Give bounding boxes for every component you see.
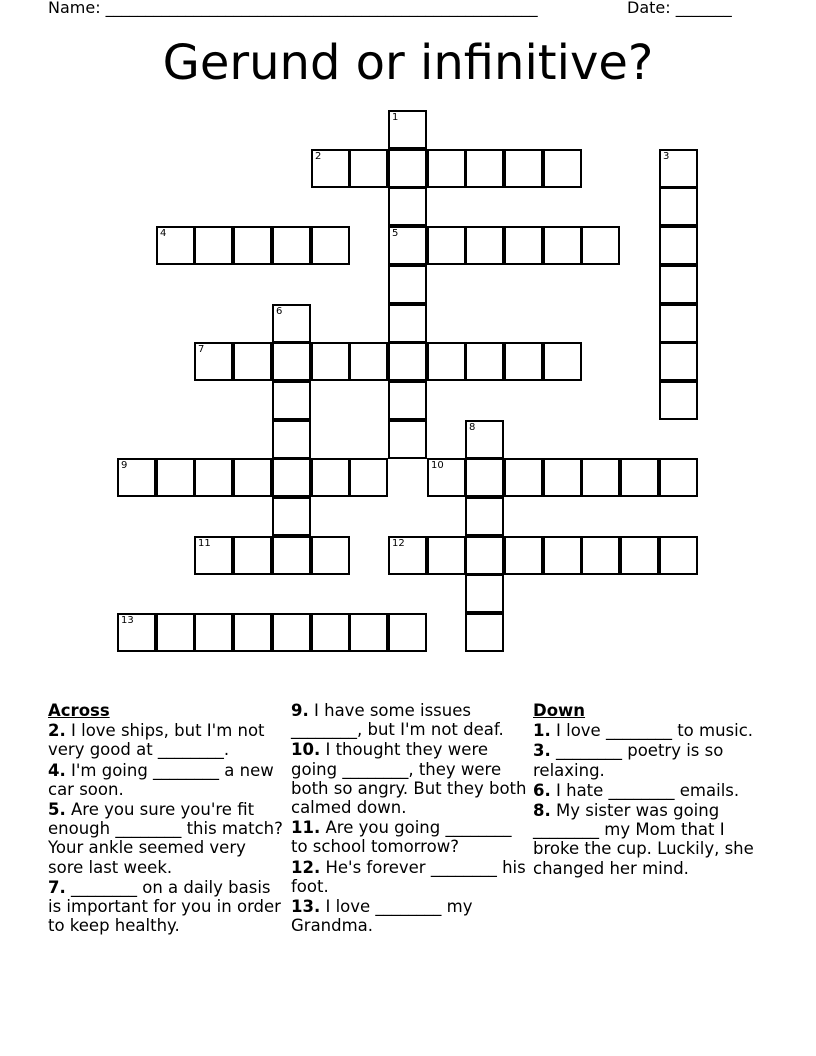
grid-cell[interactable]	[581, 458, 620, 497]
grid-cell[interactable]	[427, 458, 466, 497]
clue-across-4: 4. I'm going ________ a new car soon.	[48, 760, 274, 799]
clue-across-11: 11. Are you going ________ to school tomorrow?	[291, 818, 512, 857]
grid-cell[interactable]	[388, 381, 427, 420]
clue-number: 11	[198, 538, 211, 549]
grid-cell[interactable]	[156, 458, 195, 497]
clue-number: 12	[392, 538, 405, 549]
grid-cell[interactable]	[581, 536, 620, 575]
grid-cell[interactable]	[388, 149, 427, 188]
grid-cell[interactable]	[427, 342, 466, 381]
grid-cell[interactable]	[194, 342, 233, 381]
grid-cell[interactable]	[388, 226, 427, 265]
grid-cell[interactable]	[659, 342, 698, 381]
grid-cell[interactable]	[272, 497, 311, 536]
grid-cell[interactable]	[349, 613, 388, 652]
grid-cell[interactable]	[388, 536, 427, 575]
grid-cell[interactable]	[311, 536, 350, 575]
clue-number: 13	[121, 615, 134, 626]
grid-cell[interactable]	[465, 536, 504, 575]
grid-cell[interactable]	[543, 149, 582, 188]
grid-cell[interactable]	[543, 342, 582, 381]
grid-cell[interactable]	[659, 265, 698, 304]
grid-cell[interactable]	[272, 458, 311, 497]
clue-across-12: 12. He's forever ________ his foot.	[291, 857, 526, 896]
grid-cell[interactable]	[388, 187, 427, 226]
grid-cell[interactable]	[659, 458, 698, 497]
grid-cell[interactable]	[311, 226, 350, 265]
grid-cell[interactable]	[117, 458, 156, 497]
clue-number: 7	[198, 344, 205, 355]
grid-cell[interactable]	[427, 226, 466, 265]
clue-number: 9	[121, 460, 128, 471]
clue-number: 6	[276, 306, 283, 317]
grid-cell[interactable]	[194, 226, 233, 265]
grid-cell[interactable]	[272, 420, 311, 459]
grid-cell[interactable]	[311, 613, 350, 652]
grid-cell[interactable]	[504, 226, 543, 265]
grid-cell[interactable]	[311, 458, 350, 497]
grid-cell[interactable]	[465, 613, 504, 652]
name-field[interactable]: Name: ______________________________________________________	[48, 0, 538, 17]
grid-cell[interactable]	[233, 458, 272, 497]
grid-cell[interactable]	[465, 342, 504, 381]
clue-number: 3	[663, 151, 670, 162]
across-clues-column-1	[48, 701, 284, 936]
grid-cell[interactable]	[156, 226, 195, 265]
grid-cell[interactable]	[465, 420, 504, 459]
grid-cell[interactable]	[659, 381, 698, 420]
grid-cell[interactable]	[388, 110, 427, 149]
clue-number: 5	[392, 228, 399, 239]
grid-cell[interactable]	[543, 458, 582, 497]
grid-cell[interactable]	[388, 265, 427, 304]
clue-across-13: 13. I love ________ my Grandma.	[291, 897, 473, 936]
grid-cell[interactable]	[388, 304, 427, 343]
clue-across-10: 10. I thought they were going ________, they were both so angry. But they both calmed down.	[291, 740, 527, 818]
clue-number: 10	[431, 460, 444, 471]
grid-cell[interactable]	[465, 497, 504, 536]
grid-cell[interactable]	[543, 536, 582, 575]
down-heading: Down	[533, 701, 586, 720]
clue-down-1: 1. I love ________ to music.	[533, 721, 754, 741]
date-field[interactable]: Date: _______	[627, 0, 732, 17]
clue-down-6: 6. I hate ________ emails.	[533, 780, 740, 800]
grid-cell[interactable]	[233, 226, 272, 265]
grid-cell[interactable]	[156, 613, 195, 652]
clue-across-7: 7. ________ on a daily basis is important for you in order to keep healthy.	[48, 877, 281, 936]
grid-cell[interactable]	[194, 613, 233, 652]
clue-across-5: 5. Are you sure you're fit enough ________ this match? Your ankle seemed very sore last week.	[48, 800, 283, 877]
clue-number: 4	[160, 228, 167, 239]
clue-number: 1	[392, 112, 399, 123]
grid-cell[interactable]	[620, 536, 659, 575]
grid-cell[interactable]	[620, 458, 659, 497]
across-clues-column-2	[291, 701, 527, 936]
clue-number: 8	[469, 422, 476, 433]
clue-down-8: 8. My sister was going ________ my Mom that I broke the cup. Luckily, she changed her mind.	[533, 801, 754, 878]
grid-cell[interactable]	[272, 304, 311, 343]
grid-cell[interactable]	[659, 187, 698, 226]
grid-cell[interactable]	[272, 613, 311, 652]
grid-cell[interactable]	[504, 536, 543, 575]
grid-cell[interactable]	[272, 342, 311, 381]
clue-across-9: 9. I have some issues ________, but I'm not deaf.	[291, 701, 504, 740]
grid-cell[interactable]	[117, 613, 156, 652]
grid-cell[interactable]	[272, 381, 311, 420]
grid-cell[interactable]	[659, 226, 698, 265]
grid-cell[interactable]	[272, 226, 311, 265]
grid-cell[interactable]	[659, 149, 698, 188]
grid-cell[interactable]	[388, 613, 427, 652]
grid-cell[interactable]	[349, 342, 388, 381]
grid-cell[interactable]	[543, 226, 582, 265]
grid-cell[interactable]	[659, 304, 698, 343]
grid-cell[interactable]	[465, 574, 504, 613]
grid-cell[interactable]	[465, 458, 504, 497]
grid-cell[interactable]	[349, 149, 388, 188]
grid-cell[interactable]	[349, 458, 388, 497]
grid-cell[interactable]	[465, 226, 504, 265]
grid-cell[interactable]	[659, 536, 698, 575]
grid-cell[interactable]	[504, 342, 543, 381]
grid-cell[interactable]	[388, 342, 427, 381]
grid-cell[interactable]	[388, 420, 427, 459]
page-title: Gerund or infinitive?	[162, 35, 654, 91]
clue-number: 2	[315, 151, 322, 162]
grid-cell[interactable]	[427, 149, 466, 188]
grid-cell[interactable]	[194, 458, 233, 497]
grid-cell[interactable]	[311, 342, 350, 381]
grid-cell[interactable]	[233, 536, 272, 575]
grid-cell[interactable]	[581, 226, 620, 265]
down-clues-column	[533, 701, 769, 879]
grid-cell[interactable]	[504, 458, 543, 497]
across-heading: Across	[48, 701, 110, 720]
grid-cell[interactable]	[233, 613, 272, 652]
clue-down-3: 3. ________ poetry is so relaxing.	[533, 741, 724, 780]
grid-cell[interactable]	[427, 536, 466, 575]
grid-cell[interactable]	[233, 342, 272, 381]
grid-cell[interactable]	[272, 536, 311, 575]
grid-cell[interactable]	[194, 536, 233, 575]
clue-across-2: 2. I love ships, but I'm not very good at ________.	[48, 721, 265, 760]
grid-cell[interactable]	[465, 149, 504, 188]
grid-cell[interactable]	[504, 149, 543, 188]
grid-cell[interactable]	[311, 149, 350, 188]
